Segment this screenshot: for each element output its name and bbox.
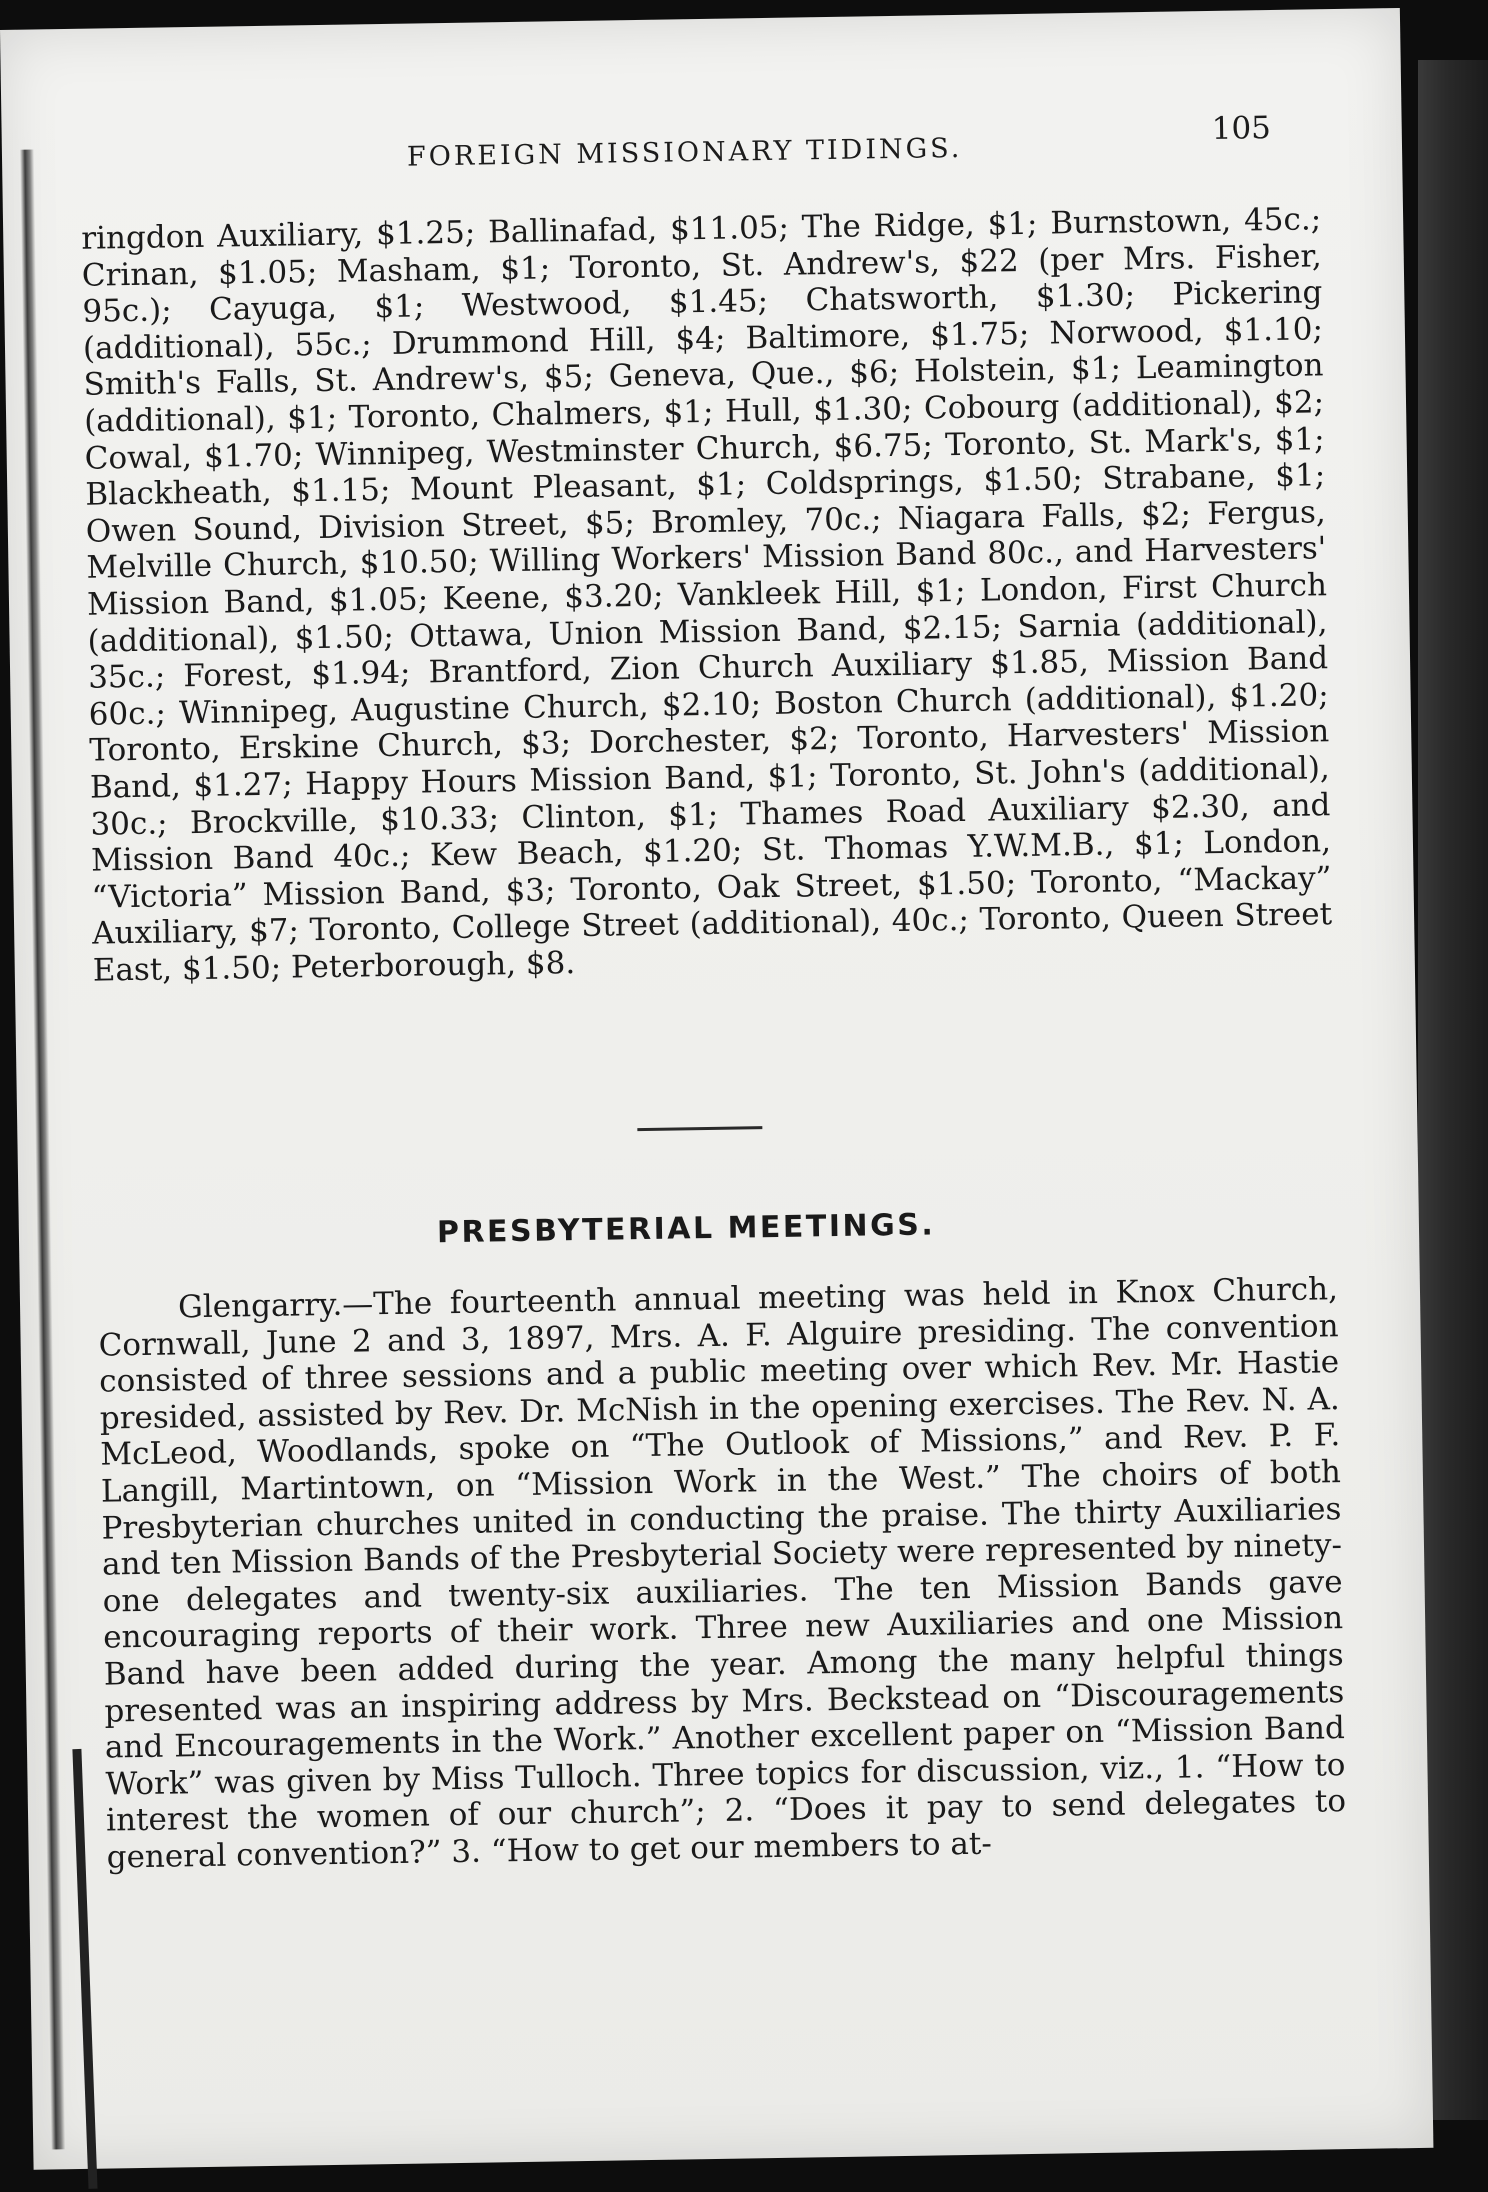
page-number: 105: [1211, 110, 1272, 147]
running-head: FOREIGN MISSIONARY TIDINGS.: [406, 132, 963, 173]
bookmark-thread: [72, 1749, 97, 2189]
meeting-report-paragraph: Glengarry.—The fourteenth annual meeting was held in Knox Church, Cornwall, June 2 and 3, 1897, Mrs. A. F. Alguire presiding. The convention consisted of three sessions and a public meeting over which Rev. Mr. Hastie presided, assisted by Rev. Dr. McNish in the opening exercises. The Rev. N. A. McLeod, Woodlands, spoke on “The Outlook of Missions,” and Rev. P. F. Langill, Martintown, on “Mission Work in the West.” The choirs of both Presbyterian churches united in conducting the praise. The thirty Auxiliaries and ten Mission Bands of the Presbyterial Society were represented by ninety-one delegates and twenty-six auxiliaries. The ten Mission Bands gave encouraging reports of their work. Three new Auxiliaries and one Mission Band have been added during the year. Among the many helpful things presented was an inspiring address by Mrs. Beckstead on “Discouragements and Encouragements in the Work.” Another excellent paper on “Mission Band Work” was given by Miss Tulloch. Three topics for discussion, viz., 1. “How to interest the women of our church”; 2. “Does it pay to send delegates to general convention?” 3. “How to get our members to at-: [98, 1271, 1347, 1876]
section-divider: [637, 1126, 762, 1131]
binding-shadow: [20, 149, 65, 2149]
page-sheet: [0, 8, 1433, 2170]
contributions-list: ringdon Auxiliary, $1.25; Ballinafad, $11.05; The Ridge, $1; Burnstown, 45c.; Crinan, $1.05; Masham, $1; Toronto, St. Andrew's, $22 (per Mrs. Fisher, 95c.); Cayuga, $1; Westwood, $1.45; Chatsworth, $1.30; Pickering (additional), 55c.; Drummond Hill, $4; Baltimore, $1.75; Norwood, $1.10; Smith's Falls, St. Andrew's, $5; Geneva, Que., $6; Holstein, $1; Leamington (additional), $1; Toronto, Chalmers, $1; Hull, $1.30; Cobourg (additional), $2; Cowal, $1.70; Winnipeg, Westminster Church, $6.75; Toronto, St. Mark's, $1; Blackheath, $1.15; Mount Pleasant, $1; Coldsprings, $1.50; Strabane, $1; Owen Sound, Division Street, $5; Bromley, 70c.; Niagara Falls, $2; Fergus, Melville Church, $10.50; Willing Workers' Mission Band 80c., and Harvesters' Mission Band, $1.05; Keene, $3.20; Vankleek Hill, $1; London, First Church (additional), $1.50; Ottawa, Union Mission Band, $2.15; Sarnia (additional), 35c.; Forest, $1.94; Brantford, Zion Church Auxiliary $1.85, Mission Band 60c.; Winnipeg, Augustine Church, $2.10; Boston Church (additional), $1.20; Toronto, Erskine Church, $3; Dorchester, $2; Toronto, Harvesters' Mission Band, $1.27; Happy Hours Mission Band, $1; Toronto, St. John's (additional), 30c.; Brockville, $10.33; Clinton, $1; Thames Road Auxiliary $2.30, and Mission Band 40c.; Kew Beach, $1.20; St. Thomas Y.W.M.B., $1; London, “Victoria” Mission Band, $3; Toronto, Oak Street, $1.50; Toronto, “Mackay” Auxiliary, $7; Toronto, College Street (additional), 40c.; Toronto, Queen Street East, $1.50; Peterborough, $8.: [81, 201, 1333, 989]
book-cover-edge: [1418, 60, 1488, 2120]
section-heading: PRESBYTERIAL MEETINGS.: [436, 1207, 936, 1251]
